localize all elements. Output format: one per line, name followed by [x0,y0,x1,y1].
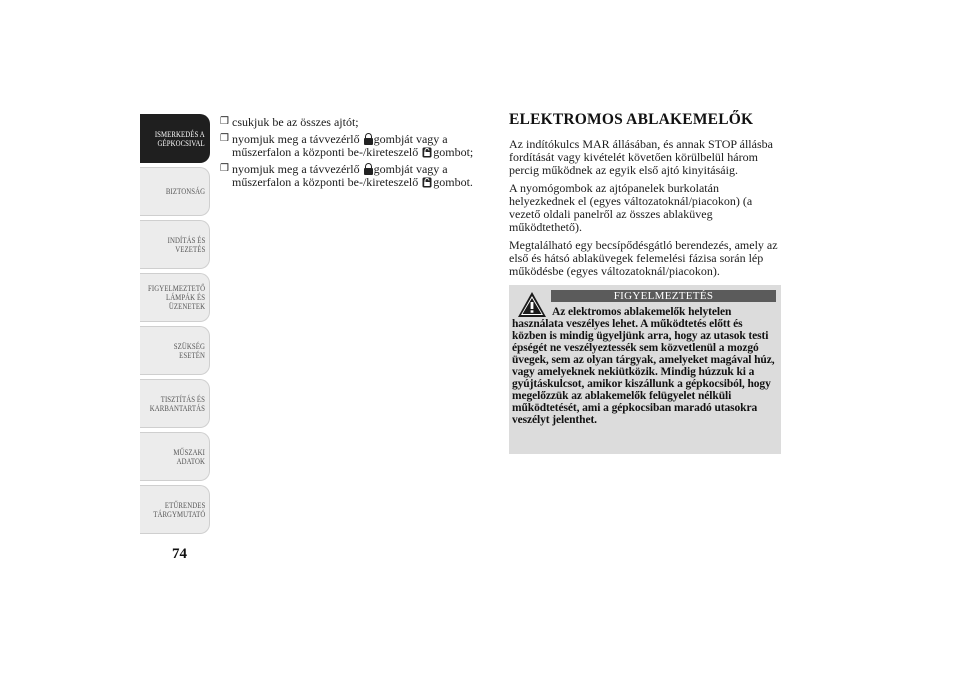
tab-szukseg[interactable] [140,326,210,375]
central-lock-button-icon [422,177,432,188]
tab-targymutato[interactable] [140,485,210,534]
list-item-text: gombot. [433,175,473,189]
tab-muszaki[interactable] [140,432,210,481]
checkbox-bullet-icon: ❒ [220,116,229,127]
instruction-list [218,116,498,193]
tab-label: MŰSZAKI ADATOK [173,447,205,466]
section-electric-windows [509,111,781,283]
warning-box [509,285,781,454]
chapter-tab-strip [140,114,210,538]
checkbox-bullet-icon: ❒ [220,133,229,144]
warning-title: FIGYELMEZTETÉS [551,290,776,302]
tab-biztonsag[interactable] [140,167,210,216]
list-item-text: műszerfalon a központi be-/kireteszelő [232,175,422,189]
warning-text: Az elektromos ablakemelők helytelen használata veszélyes lehet. A működtetés előtt és közben is mindig ügyeljünk arra, hogy az utasok testi épségét ne veszélyeztessék sem közvetlenül a mozgó üvegek, sem az olyan tárgyak, amelyeket magával húz, vagy amelyeknek nekiütközik. Mindig húzzuk ki a gyújtáskulcsot, amikor kiszállunk a gépkocsiból, hogy megelőzzük az ablakemelők felügyelet nélküli működtetését, ami a gépkocsiban maradó utasokra veszélyt jelenthet. [512,306,775,426]
list-item-text: gombját vagy a [373,162,448,176]
checkbox-bullet-icon: ❒ [220,163,229,174]
tab-inditas[interactable] [140,220,210,269]
list-item [218,116,498,129]
list-item [218,133,498,159]
tab-ismerkedes[interactable] [140,114,210,163]
section-heading: ELEKTROMOS ABLAKEMELŐK [509,111,754,128]
lock-icon [364,163,373,175]
paragraph: A nyomógombok az ajtópanelek burkolatán helyezkednek el (egyes változatoknál/piacokon) (a vezető oldali panelről az összes ablaküveg működtethető). [509,181,753,234]
tab-label: INDÍTÁS ÉS VEZETÉS [167,235,205,254]
paragraph: Megtalálható egy becsípődésgátló berendezés, amely az első és hátsó ablaküvegek felemelési fázisa során lép működésbe (egyes változatoknál/piacokon). [509,238,778,278]
page-number: 74 [172,546,187,562]
list-item-text: műszerfalon a központi be-/kireteszelő [232,145,422,159]
paragraph: Az indítókulcs MAR állásában, és annak STOP állásba fordítását vagy kivételét követően körülbelül három percig működnek az egyik első ajtó kinyitásáig. [509,137,773,177]
central-lock-button-icon [422,147,432,158]
tab-label: ISMERKEDÉS A GÉPKOCSIVAL [155,129,205,148]
list-item-text: gombot; [433,145,474,159]
tab-label: SZÜKSÉG ESETÉN [173,341,205,360]
list-item-text: gombját vagy a [373,132,448,146]
tab-tisztitas[interactable] [140,379,210,428]
tab-label: FIGYELMEZTETŐ LÁMPÁK ÉS ÜZENETEK [147,284,205,311]
list-item-text: csukjuk be az összes ajtót; [232,115,359,129]
list-item-text: nyomjuk meg a távvezérlő [232,132,363,146]
list-item-text: nyomjuk meg a távvezérlő [232,162,363,176]
tab-label: BIZTONSÁG [165,187,205,196]
list-item [218,163,498,189]
tab-label: TISZTÍTÁS ÉS KARBANTARTÁS [149,394,205,413]
lock-icon [364,133,373,145]
tab-figyelmezteto[interactable] [140,273,210,322]
tab-label: ETŰRENDES TÁRGYMUTATÓ [152,500,205,519]
